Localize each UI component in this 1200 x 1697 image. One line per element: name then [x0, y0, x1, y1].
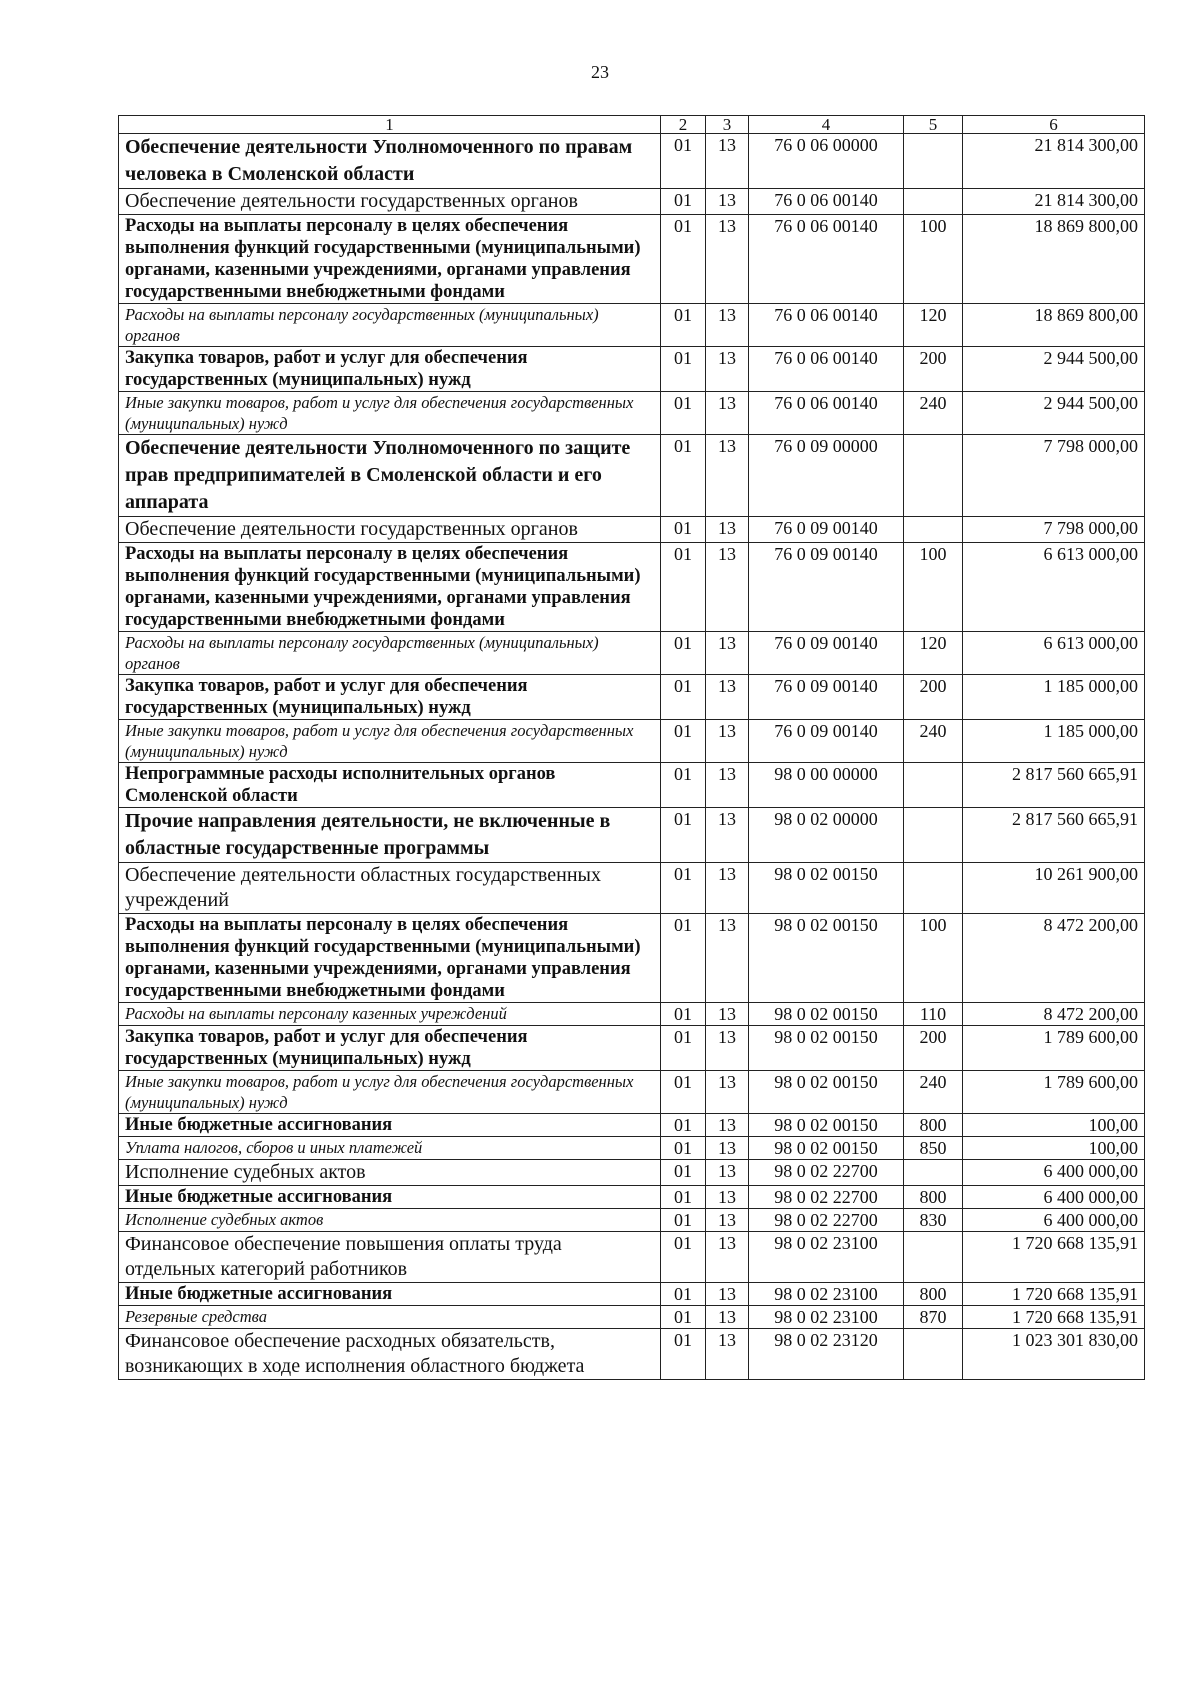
- target-article-cell: 98 0 02 00000: [749, 808, 904, 863]
- table-row: [119, 543, 1145, 632]
- amount-cell: 21 814 300,00: [963, 189, 1145, 215]
- subsection-code-cell: 13: [706, 347, 749, 392]
- subsection-code-cell: 13: [706, 1232, 749, 1283]
- expense-type-cell: 100: [904, 543, 963, 632]
- expense-type-cell: 120: [904, 632, 963, 675]
- expense-type-cell: 850: [904, 1137, 963, 1160]
- amount-cell: 6 613 000,00: [963, 543, 1145, 632]
- expense-name-cell: Обеспечение деятельности областных государственных учреждений: [119, 863, 661, 914]
- target-article-cell: 76 0 06 00140: [749, 347, 904, 392]
- amount-cell: 2 817 560 665,91: [963, 763, 1145, 808]
- subsection-code-cell: 13: [706, 675, 749, 720]
- subsection-code-cell: 13: [706, 134, 749, 189]
- section-code-cell: 01: [661, 435, 706, 517]
- amount-cell: 10 261 900,00: [963, 863, 1145, 914]
- table-row: [119, 1003, 1145, 1026]
- table-row: [119, 215, 1145, 304]
- header-col-3: 3: [706, 116, 749, 134]
- expense-type-cell: 200: [904, 347, 963, 392]
- header-col-5: 5: [904, 116, 963, 134]
- table-row: [119, 675, 1145, 720]
- amount-cell: 1 720 668 135,91: [963, 1283, 1145, 1306]
- target-article-cell: 98 0 02 00150: [749, 1026, 904, 1071]
- section-code-cell: 01: [661, 1232, 706, 1283]
- amount-cell: 2 944 500,00: [963, 392, 1145, 435]
- expense-name-cell: Прочие направления деятельности, не включенные в областные государственные программы: [119, 808, 661, 863]
- subsection-code-cell: 13: [706, 1329, 749, 1380]
- expense-type-cell: 870: [904, 1306, 963, 1329]
- expense-type-cell: 240: [904, 1071, 963, 1114]
- target-article-cell: 98 0 02 00150: [749, 914, 904, 1003]
- subsection-code-cell: 13: [706, 1026, 749, 1071]
- section-code-cell: 01: [661, 517, 706, 543]
- subsection-code-cell: 13: [706, 808, 749, 863]
- expense-type-cell: 240: [904, 720, 963, 763]
- expense-name-cell: Расходы на выплаты персоналу казенных учреждений: [119, 1003, 661, 1026]
- section-code-cell: 01: [661, 1026, 706, 1071]
- target-article-cell: 76 0 06 00000: [749, 134, 904, 189]
- table-body: [119, 134, 1145, 1380]
- table-row: [119, 1186, 1145, 1209]
- table-row: [119, 1283, 1145, 1306]
- expense-name-cell: Закупка товаров, работ и услуг для обеспечения государственных (муниципальных) нужд: [119, 1026, 661, 1071]
- header-col-6: 6: [963, 116, 1145, 134]
- expense-name-cell: Закупка товаров, работ и услуг для обеспечения государственных (муниципальных) нужд: [119, 675, 661, 720]
- target-article-cell: 76 0 06 00140: [749, 304, 904, 347]
- amount-cell: 18 869 800,00: [963, 304, 1145, 347]
- expense-name-cell: Иные закупки товаров, работ и услуг для обеспечения государственных (муниципальных) нужд: [119, 1071, 661, 1114]
- amount-cell: 21 814 300,00: [963, 134, 1145, 189]
- target-article-cell: 98 0 02 00150: [749, 1003, 904, 1026]
- target-article-cell: 76 0 06 00140: [749, 189, 904, 215]
- target-article-cell: 98 0 02 00150: [749, 863, 904, 914]
- amount-cell: 6 613 000,00: [963, 632, 1145, 675]
- section-code-cell: 01: [661, 1186, 706, 1209]
- section-code-cell: 01: [661, 1137, 706, 1160]
- target-article-cell: 76 0 06 00140: [749, 392, 904, 435]
- table-row: [119, 808, 1145, 863]
- table-row: [119, 347, 1145, 392]
- target-article-cell: 98 0 02 23120: [749, 1329, 904, 1380]
- table-row: [119, 1306, 1145, 1329]
- section-code-cell: 01: [661, 1114, 706, 1137]
- target-article-cell: 76 0 06 00140: [749, 215, 904, 304]
- expense-name-cell: Иные закупки товаров, работ и услуг для обеспечения государственных (муниципальных) нужд: [119, 392, 661, 435]
- section-code-cell: 01: [661, 215, 706, 304]
- amount-cell: 1 720 668 135,91: [963, 1232, 1145, 1283]
- expense-type-cell: 800: [904, 1186, 963, 1209]
- subsection-code-cell: 13: [706, 1186, 749, 1209]
- expense-type-cell: 200: [904, 1026, 963, 1071]
- expense-type-cell: [904, 189, 963, 215]
- table-row: [119, 1137, 1145, 1160]
- target-article-cell: 98 0 02 22700: [749, 1160, 904, 1186]
- subsection-code-cell: 13: [706, 720, 749, 763]
- expense-name-cell: Расходы на выплаты персоналу в целях обеспечения выполнения функций государственными (муниципальными) органами, казенными учреждениями, органами управления государственными внебюджетными фондами: [119, 914, 661, 1003]
- amount-cell: 8 472 200,00: [963, 914, 1145, 1003]
- target-article-cell: 76 0 09 00000: [749, 435, 904, 517]
- subsection-code-cell: 13: [706, 1071, 749, 1114]
- expense-type-cell: 100: [904, 914, 963, 1003]
- target-article-cell: 76 0 09 00140: [749, 720, 904, 763]
- table-row: [119, 392, 1145, 435]
- table-row: [119, 189, 1145, 215]
- amount-cell: 6 400 000,00: [963, 1186, 1145, 1209]
- subsection-code-cell: 13: [706, 1283, 749, 1306]
- expense-type-cell: [904, 1232, 963, 1283]
- target-article-cell: 98 0 02 23100: [749, 1306, 904, 1329]
- section-code-cell: 01: [661, 808, 706, 863]
- amount-cell: 8 472 200,00: [963, 1003, 1145, 1026]
- expense-type-cell: [904, 1329, 963, 1380]
- table-row: [119, 435, 1145, 517]
- expense-type-cell: [904, 517, 963, 543]
- expense-name-cell: Расходы на выплаты персоналу государственных (муниципальных) органов: [119, 304, 661, 347]
- expense-name-cell: Резервные средства: [119, 1306, 661, 1329]
- target-article-cell: 76 0 09 00140: [749, 517, 904, 543]
- target-article-cell: 98 0 02 22700: [749, 1186, 904, 1209]
- expense-name-cell: Обеспечение деятельности государственных органов: [119, 189, 661, 215]
- subsection-code-cell: 13: [706, 632, 749, 675]
- subsection-code-cell: 13: [706, 1114, 749, 1137]
- table-row: [119, 304, 1145, 347]
- section-code-cell: 01: [661, 675, 706, 720]
- page-number: 23: [591, 62, 609, 82]
- target-article-cell: 76 0 09 00140: [749, 543, 904, 632]
- amount-cell: 1 185 000,00: [963, 720, 1145, 763]
- amount-cell: 6 400 000,00: [963, 1160, 1145, 1186]
- section-code-cell: 01: [661, 1283, 706, 1306]
- subsection-code-cell: 13: [706, 517, 749, 543]
- header-col-1: 1: [119, 116, 661, 134]
- section-code-cell: 01: [661, 543, 706, 632]
- amount-cell: 2 944 500,00: [963, 347, 1145, 392]
- expense-type-cell: [904, 763, 963, 808]
- table-row: [119, 763, 1145, 808]
- target-article-cell: 76 0 09 00140: [749, 675, 904, 720]
- section-code-cell: 01: [661, 1329, 706, 1380]
- section-code-cell: 01: [661, 189, 706, 215]
- table-row: [119, 1114, 1145, 1137]
- section-code-cell: 01: [661, 1209, 706, 1232]
- table-row: [119, 863, 1145, 914]
- section-code-cell: 01: [661, 720, 706, 763]
- section-code-cell: 01: [661, 134, 706, 189]
- amount-cell: 1 720 668 135,91: [963, 1306, 1145, 1329]
- target-article-cell: 98 0 02 00150: [749, 1137, 904, 1160]
- amount-cell: 7 798 000,00: [963, 435, 1145, 517]
- subsection-code-cell: 13: [706, 1137, 749, 1160]
- expense-type-cell: 100: [904, 215, 963, 304]
- table-row: [119, 1026, 1145, 1071]
- table-row: [119, 134, 1145, 189]
- header-col-4: 4: [749, 116, 904, 134]
- table-row: [119, 1209, 1145, 1232]
- expense-name-cell: Обеспечение деятельности Уполномоченного по правам человека в Смоленской области: [119, 134, 661, 189]
- section-code-cell: 01: [661, 1071, 706, 1114]
- table-row: [119, 1232, 1145, 1283]
- expense-type-cell: 120: [904, 304, 963, 347]
- table-row: [119, 632, 1145, 675]
- expense-type-cell: 800: [904, 1283, 963, 1306]
- amount-cell: 1 185 000,00: [963, 675, 1145, 720]
- section-code-cell: 01: [661, 347, 706, 392]
- expense-name-cell: Расходы на выплаты персоналу в целях обеспечения выполнения функций государственными (муниципальными) органами, казенными учреждениями, органами управления государственными внебюджетными фондами: [119, 215, 661, 304]
- table-row: [119, 1329, 1145, 1380]
- section-code-cell: 01: [661, 863, 706, 914]
- expense-name-cell: Расходы на выплаты персоналу в целях обеспечения выполнения функций государственными (муниципальными) органами, казенными учреждениями, органами управления государственными внебюджетными фондами: [119, 543, 661, 632]
- expense-name-cell: Непрограммные расходы исполнительных органов Смоленской области: [119, 763, 661, 808]
- header-row: [119, 116, 1145, 134]
- expense-name-cell: Закупка товаров, работ и услуг для обеспечения государственных (муниципальных) нужд: [119, 347, 661, 392]
- expense-type-cell: [904, 134, 963, 189]
- subsection-code-cell: 13: [706, 392, 749, 435]
- section-code-cell: 01: [661, 632, 706, 675]
- expense-type-cell: [904, 435, 963, 517]
- amount-cell: 100,00: [963, 1137, 1145, 1160]
- expense-name-cell: Финансовое обеспечение расходных обязательств, возникающих в ходе исполнения областного бюджета: [119, 1329, 661, 1380]
- target-article-cell: 76 0 09 00140: [749, 632, 904, 675]
- expense-name-cell: Исполнение судебных актов: [119, 1209, 661, 1232]
- table-row: [119, 517, 1145, 543]
- section-code-cell: 01: [661, 1160, 706, 1186]
- subsection-code-cell: 13: [706, 189, 749, 215]
- target-article-cell: 98 0 00 00000: [749, 763, 904, 808]
- section-code-cell: 01: [661, 1306, 706, 1329]
- expense-name-cell: Иные бюджетные ассигнования: [119, 1283, 661, 1306]
- target-article-cell: 98 0 02 22700: [749, 1209, 904, 1232]
- subsection-code-cell: 13: [706, 215, 749, 304]
- expense-name-cell: Обеспечение деятельности государственных органов: [119, 517, 661, 543]
- expense-name-cell: Обеспечение деятельности Уполномоченного по защите прав предприпимателей в Смоленской области и его аппарата: [119, 435, 661, 517]
- header-col-2: 2: [661, 116, 706, 134]
- subsection-code-cell: 13: [706, 914, 749, 1003]
- section-code-cell: 01: [661, 1003, 706, 1026]
- expense-name-cell: Уплата налогов, сборов и иных платежей: [119, 1137, 661, 1160]
- amount-cell: 18 869 800,00: [963, 215, 1145, 304]
- expense-type-cell: 830: [904, 1209, 963, 1232]
- target-article-cell: 98 0 02 23100: [749, 1283, 904, 1306]
- subsection-code-cell: 13: [706, 1209, 749, 1232]
- section-code-cell: 01: [661, 304, 706, 347]
- target-article-cell: 98 0 02 00150: [749, 1114, 904, 1137]
- amount-cell: 100,00: [963, 1114, 1145, 1137]
- table-row: [119, 720, 1145, 763]
- target-article-cell: 98 0 02 23100: [749, 1232, 904, 1283]
- subsection-code-cell: 13: [706, 304, 749, 347]
- table-row: [119, 914, 1145, 1003]
- expense-type-cell: [904, 1160, 963, 1186]
- expense-name-cell: Расходы на выплаты персоналу государственных (муниципальных) органов: [119, 632, 661, 675]
- budget-table: [118, 115, 1145, 1380]
- subsection-code-cell: 13: [706, 1306, 749, 1329]
- amount-cell: 7 798 000,00: [963, 517, 1145, 543]
- table-row: [119, 1071, 1145, 1114]
- expense-name-cell: Иные закупки товаров, работ и услуг для обеспечения государственных (муниципальных) нужд: [119, 720, 661, 763]
- expense-type-cell: 800: [904, 1114, 963, 1137]
- expense-name-cell: Финансовое обеспечение повышения оплаты труда отдельных категорий работников: [119, 1232, 661, 1283]
- amount-cell: 2 817 560 665,91: [963, 808, 1145, 863]
- expense-type-cell: [904, 808, 963, 863]
- expense-type-cell: [904, 863, 963, 914]
- amount-cell: 1 023 301 830,00: [963, 1329, 1145, 1380]
- subsection-code-cell: 13: [706, 435, 749, 517]
- amount-cell: 1 789 600,00: [963, 1026, 1145, 1071]
- expense-type-cell: 110: [904, 1003, 963, 1026]
- section-code-cell: 01: [661, 763, 706, 808]
- subsection-code-cell: 13: [706, 763, 749, 808]
- expense-type-cell: 240: [904, 392, 963, 435]
- table-row: [119, 1160, 1145, 1186]
- expense-name-cell: Исполнение судебных актов: [119, 1160, 661, 1186]
- subsection-code-cell: 13: [706, 863, 749, 914]
- expense-type-cell: 200: [904, 675, 963, 720]
- expense-name-cell: Иные бюджетные ассигнования: [119, 1114, 661, 1137]
- section-code-cell: 01: [661, 392, 706, 435]
- amount-cell: 1 789 600,00: [963, 1071, 1145, 1114]
- section-code-cell: 01: [661, 914, 706, 1003]
- expense-name-cell: Иные бюджетные ассигнования: [119, 1186, 661, 1209]
- subsection-code-cell: 13: [706, 1003, 749, 1026]
- target-article-cell: 98 0 02 00150: [749, 1071, 904, 1114]
- subsection-code-cell: 13: [706, 1160, 749, 1186]
- subsection-code-cell: 13: [706, 543, 749, 632]
- amount-cell: 6 400 000,00: [963, 1209, 1145, 1232]
